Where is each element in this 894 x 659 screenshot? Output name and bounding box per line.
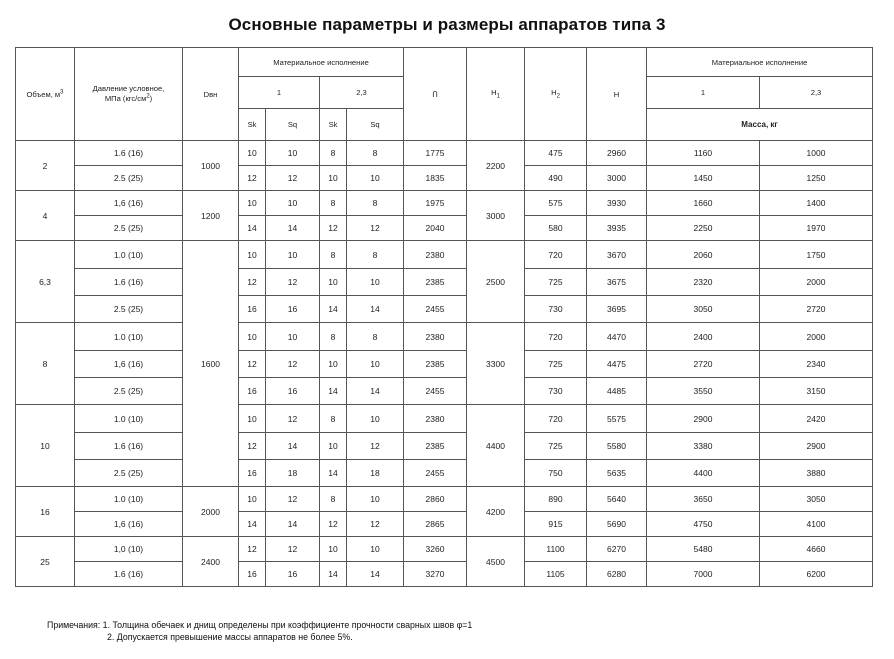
cell-sq-2: 10	[347, 269, 404, 296]
cell-mass-23: 3150	[760, 378, 873, 405]
cell-sq-2: 18	[347, 460, 404, 487]
header-sq-1: Sq	[266, 109, 320, 141]
cell-sq-2: 8	[347, 323, 404, 351]
cell-volume: 16	[16, 487, 75, 537]
cell-mass-1: 2400	[647, 323, 760, 351]
table-row	[16, 512, 873, 537]
cell-volume: 2	[16, 141, 75, 191]
cell-pressure: 2.5 (25)	[75, 378, 183, 405]
cell-sq-1: 16	[266, 378, 320, 405]
cell-pressure: 1.0 (10)	[75, 405, 183, 433]
cell-sk-2: 10	[320, 537, 347, 562]
cell-length: 1975	[404, 191, 467, 216]
header-sq-2: Sq	[347, 109, 404, 141]
cell-pressure: 1.0 (10)	[75, 487, 183, 512]
cell-mass-1: 3550	[647, 378, 760, 405]
cell-pressure: 1.0 (10)	[75, 241, 183, 269]
table-row	[16, 166, 873, 191]
cell-sq-1: 14	[266, 433, 320, 460]
header-volume: Объем, $м^3$	[16, 48, 75, 141]
cell-h2: 725	[525, 433, 587, 460]
cell-height: 3930	[587, 191, 647, 216]
cell-sq-2: 14	[347, 296, 404, 323]
cell-mass-1: 3050	[647, 296, 760, 323]
cell-mass-1: 5480	[647, 537, 760, 562]
cell-height: 5690	[587, 512, 647, 537]
cell-pressure: 2.5 (25)	[75, 216, 183, 241]
cell-sk-1: 12	[239, 269, 266, 296]
cell-height: 6270	[587, 537, 647, 562]
cell-sk-2: 10	[320, 166, 347, 191]
cell-pressure: 2.5 (25)	[75, 460, 183, 487]
header-H2: $H_2$	[525, 48, 587, 141]
cell-length: 3260	[404, 537, 467, 562]
cell-sk-2: 12	[320, 216, 347, 241]
cell-mass-1: 7000	[647, 562, 760, 587]
cell-h1: 2500	[467, 241, 525, 323]
cell-sk-1: 16	[239, 562, 266, 587]
cell-length: 2380	[404, 323, 467, 351]
cell-h2: 475	[525, 141, 587, 166]
note-1: Примечания: 1. Толщина обечаек и днищ определены при коэффициенте прочности сварных швов φ=1	[47, 620, 473, 630]
cell-sq-2: 10	[347, 351, 404, 378]
cell-mass-23: 3050	[760, 487, 873, 512]
cell-mass-1: 2060	[647, 241, 760, 269]
cell-sk-2: 8	[320, 487, 347, 512]
header-material-right: Материальное исполнение	[647, 48, 873, 77]
table-row	[16, 405, 873, 433]
cell-sk-2: 8	[320, 141, 347, 166]
cell-pressure: 2.5 (25)	[75, 166, 183, 191]
cell-dvn: 2400	[183, 537, 239, 587]
table-row	[16, 460, 873, 487]
cell-mass-23: 1970	[760, 216, 873, 241]
cell-sq-2: 8	[347, 141, 404, 166]
cell-sk-1: 16	[239, 296, 266, 323]
cell-h2: 750	[525, 460, 587, 487]
cell-sk-1: 16	[239, 460, 266, 487]
cell-sq-1: 14	[266, 216, 320, 241]
cell-sq-1: 12	[266, 487, 320, 512]
header-mass-23: 2,3	[760, 77, 873, 109]
cell-mass-23: 1250	[760, 166, 873, 191]
cell-mass-23: 3880	[760, 460, 873, 487]
cell-mass-1: 3650	[647, 487, 760, 512]
cell-length: 2380	[404, 405, 467, 433]
cell-height: 5575	[587, 405, 647, 433]
table-row	[16, 141, 873, 166]
cell-h2: 890	[525, 487, 587, 512]
cell-sq-1: 10	[266, 241, 320, 269]
cell-h2: 575	[525, 191, 587, 216]
cell-sq-1: 16	[266, 562, 320, 587]
cell-mass-1: 1450	[647, 166, 760, 191]
cell-dvn: 2000	[183, 487, 239, 537]
cell-sk-1: 10	[239, 241, 266, 269]
cell-mass-1: 4750	[647, 512, 760, 537]
cell-h1: 3300	[467, 323, 525, 405]
header-dvn: Dвн	[183, 48, 239, 141]
cell-sk-1: 12	[239, 537, 266, 562]
table-row	[16, 269, 873, 296]
cell-volume: 6,3	[16, 241, 75, 323]
cell-h1: 4400	[467, 405, 525, 487]
cell-sk-2: 8	[320, 405, 347, 433]
note-2: 2. Допускается превышение массы аппаратов не более 5%.	[107, 632, 353, 642]
cell-length: 1775	[404, 141, 467, 166]
cell-volume: 10	[16, 405, 75, 487]
cell-h1: 4500	[467, 537, 525, 587]
cell-h2: 730	[525, 296, 587, 323]
header-mass-1: 1	[647, 77, 760, 109]
cell-mass-23: 2720	[760, 296, 873, 323]
cell-sk-2: 8	[320, 241, 347, 269]
cell-sq-2: 10	[347, 405, 404, 433]
header-mat-23: 2,3	[320, 77, 404, 109]
cell-pressure: 1,6 (16)	[75, 351, 183, 378]
cell-sq-2: 14	[347, 378, 404, 405]
header-pressure: Давление условное, МПа $(кгс/см^2)$	[75, 48, 183, 141]
table-row	[16, 562, 873, 587]
cell-sq-1: 14	[266, 512, 320, 537]
cell-height: 3675	[587, 269, 647, 296]
cell-pressure: 1,0 (10)	[75, 537, 183, 562]
cell-sq-1: 10	[266, 323, 320, 351]
table-row	[16, 241, 873, 269]
cell-height: 4475	[587, 351, 647, 378]
cell-pressure: 1.6 (16)	[75, 562, 183, 587]
cell-h2: 720	[525, 323, 587, 351]
cell-mass-23: 2900	[760, 433, 873, 460]
cell-sq-1: 10	[266, 191, 320, 216]
cell-h2: 725	[525, 269, 587, 296]
cell-sk-2: 14	[320, 460, 347, 487]
cell-mass-1: 2250	[647, 216, 760, 241]
cell-pressure: 1.6 (16)	[75, 269, 183, 296]
cell-length: 2385	[404, 269, 467, 296]
table-row	[16, 378, 873, 405]
cell-mass-1: 2320	[647, 269, 760, 296]
cell-mass-23: 2340	[760, 351, 873, 378]
cell-sq-1: 12	[266, 351, 320, 378]
cell-dvn: 1600	[183, 241, 239, 487]
table-row	[16, 537, 873, 562]
cell-length: 1835	[404, 166, 467, 191]
cell-h2: 580	[525, 216, 587, 241]
cell-mass-23: 4100	[760, 512, 873, 537]
cell-sq-1: 12	[266, 537, 320, 562]
cell-length: 3270	[404, 562, 467, 587]
cell-pressure: 1,6 (16)	[75, 191, 183, 216]
header-L: Ո	[404, 48, 467, 141]
cell-mass-23: 1000	[760, 141, 873, 166]
cell-mass-23: 4660	[760, 537, 873, 562]
table-row	[16, 351, 873, 378]
cell-height: 2960	[587, 141, 647, 166]
cell-sk-2: 10	[320, 269, 347, 296]
cell-sq-2: 8	[347, 191, 404, 216]
cell-sk-2: 14	[320, 296, 347, 323]
cell-sq-1: 16	[266, 296, 320, 323]
cell-sq-1: 12	[266, 166, 320, 191]
cell-sq-2: 14	[347, 562, 404, 587]
cell-mass-23: 2000	[760, 323, 873, 351]
cell-sk-2: 10	[320, 351, 347, 378]
notes	[47, 619, 472, 643]
cell-height: 5635	[587, 460, 647, 487]
cell-h2: 490	[525, 166, 587, 191]
cell-length: 2385	[404, 433, 467, 460]
header-material-left: Материальное исполнение	[239, 48, 404, 77]
cell-sk-1: 16	[239, 378, 266, 405]
cell-length: 2455	[404, 296, 467, 323]
header-sk-2: Sk	[320, 109, 347, 141]
cell-sq-2: 10	[347, 537, 404, 562]
cell-volume: 25	[16, 537, 75, 587]
cell-sk-1: 12	[239, 433, 266, 460]
cell-length: 2455	[404, 460, 467, 487]
table-row	[16, 487, 873, 512]
cell-sq-2: 8	[347, 241, 404, 269]
cell-sk-2: 12	[320, 512, 347, 537]
header-H: H	[587, 48, 647, 141]
cell-sq-2: 12	[347, 512, 404, 537]
cell-sk-1: 10	[239, 405, 266, 433]
table-row	[16, 433, 873, 460]
cell-sk-1: 14	[239, 216, 266, 241]
cell-mass-1: 2900	[647, 405, 760, 433]
cell-length: 2380	[404, 241, 467, 269]
cell-length: 2455	[404, 378, 467, 405]
cell-sk-2: 8	[320, 191, 347, 216]
cell-sk-1: 10	[239, 191, 266, 216]
cell-h2: 720	[525, 241, 587, 269]
cell-sq-2: 10	[347, 487, 404, 512]
cell-height: 4470	[587, 323, 647, 351]
cell-volume: 8	[16, 323, 75, 405]
cell-mass-1: 1660	[647, 191, 760, 216]
header-mat-1: 1	[239, 77, 320, 109]
cell-sq-1: 12	[266, 269, 320, 296]
table-row	[16, 323, 873, 351]
cell-length: 2865	[404, 512, 467, 537]
cell-mass-23: 1750	[760, 241, 873, 269]
header-sk-1: Sk	[239, 109, 266, 141]
cell-h2: 1100	[525, 537, 587, 562]
cell-sq-1: 10	[266, 141, 320, 166]
cell-sq-2: 12	[347, 216, 404, 241]
cell-height: 6280	[587, 562, 647, 587]
cell-h2: 1105	[525, 562, 587, 587]
cell-volume: 4	[16, 191, 75, 241]
cell-sk-2: 14	[320, 378, 347, 405]
cell-sq-1: 18	[266, 460, 320, 487]
cell-dvn: 1200	[183, 191, 239, 241]
cell-mass-1: 1160	[647, 141, 760, 166]
cell-sq-2: 12	[347, 433, 404, 460]
cell-mass-23: 6200	[760, 562, 873, 587]
cell-sk-2: 14	[320, 562, 347, 587]
cell-height: 3000	[587, 166, 647, 191]
cell-sk-1: 12	[239, 351, 266, 378]
cell-length: 2860	[404, 487, 467, 512]
cell-length: 2385	[404, 351, 467, 378]
cell-height: 4485	[587, 378, 647, 405]
cell-height: 3695	[587, 296, 647, 323]
cell-height: 3670	[587, 241, 647, 269]
cell-pressure: 1.0 (10)	[75, 323, 183, 351]
cell-h2: 730	[525, 378, 587, 405]
cell-pressure: 1.6 (16)	[75, 141, 183, 166]
table-row	[16, 191, 873, 216]
header-mass-label: Масса, кг	[647, 109, 873, 141]
cell-height: 5640	[587, 487, 647, 512]
cell-sq-2: 10	[347, 166, 404, 191]
cell-h1: 3000	[467, 191, 525, 241]
cell-pressure: 1.6 (16)	[75, 433, 183, 460]
cell-h1: 4200	[467, 487, 525, 537]
cell-sk-1: 14	[239, 512, 266, 537]
cell-pressure: 2.5 (25)	[75, 296, 183, 323]
cell-h2: 725	[525, 351, 587, 378]
cell-sk-1: 10	[239, 141, 266, 166]
header-H1: $H_1$	[467, 48, 525, 141]
cell-dvn: 1000	[183, 141, 239, 191]
table-row	[16, 216, 873, 241]
cell-sk-1: 10	[239, 487, 266, 512]
table-row	[16, 296, 873, 323]
cell-mass-1: 2720	[647, 351, 760, 378]
cell-mass-1: 4400	[647, 460, 760, 487]
cell-pressure: 1,6 (16)	[75, 512, 183, 537]
cell-height: 3935	[587, 216, 647, 241]
cell-sk-2: 10	[320, 433, 347, 460]
cell-sq-1: 12	[266, 405, 320, 433]
cell-h2: 915	[525, 512, 587, 537]
parameters-table	[15, 47, 873, 587]
cell-mass-23: 1400	[760, 191, 873, 216]
cell-h2: 720	[525, 405, 587, 433]
cell-sk-1: 12	[239, 166, 266, 191]
cell-length: 2040	[404, 216, 467, 241]
cell-height: 5580	[587, 433, 647, 460]
cell-mass-23: 2000	[760, 269, 873, 296]
cell-mass-23: 2420	[760, 405, 873, 433]
cell-sk-1: 10	[239, 323, 266, 351]
page-title: Основные параметры и размеры аппаратов типа 3	[228, 15, 666, 34]
cell-sk-2: 8	[320, 323, 347, 351]
cell-mass-1: 3380	[647, 433, 760, 460]
cell-h1: 2200	[467, 141, 525, 191]
